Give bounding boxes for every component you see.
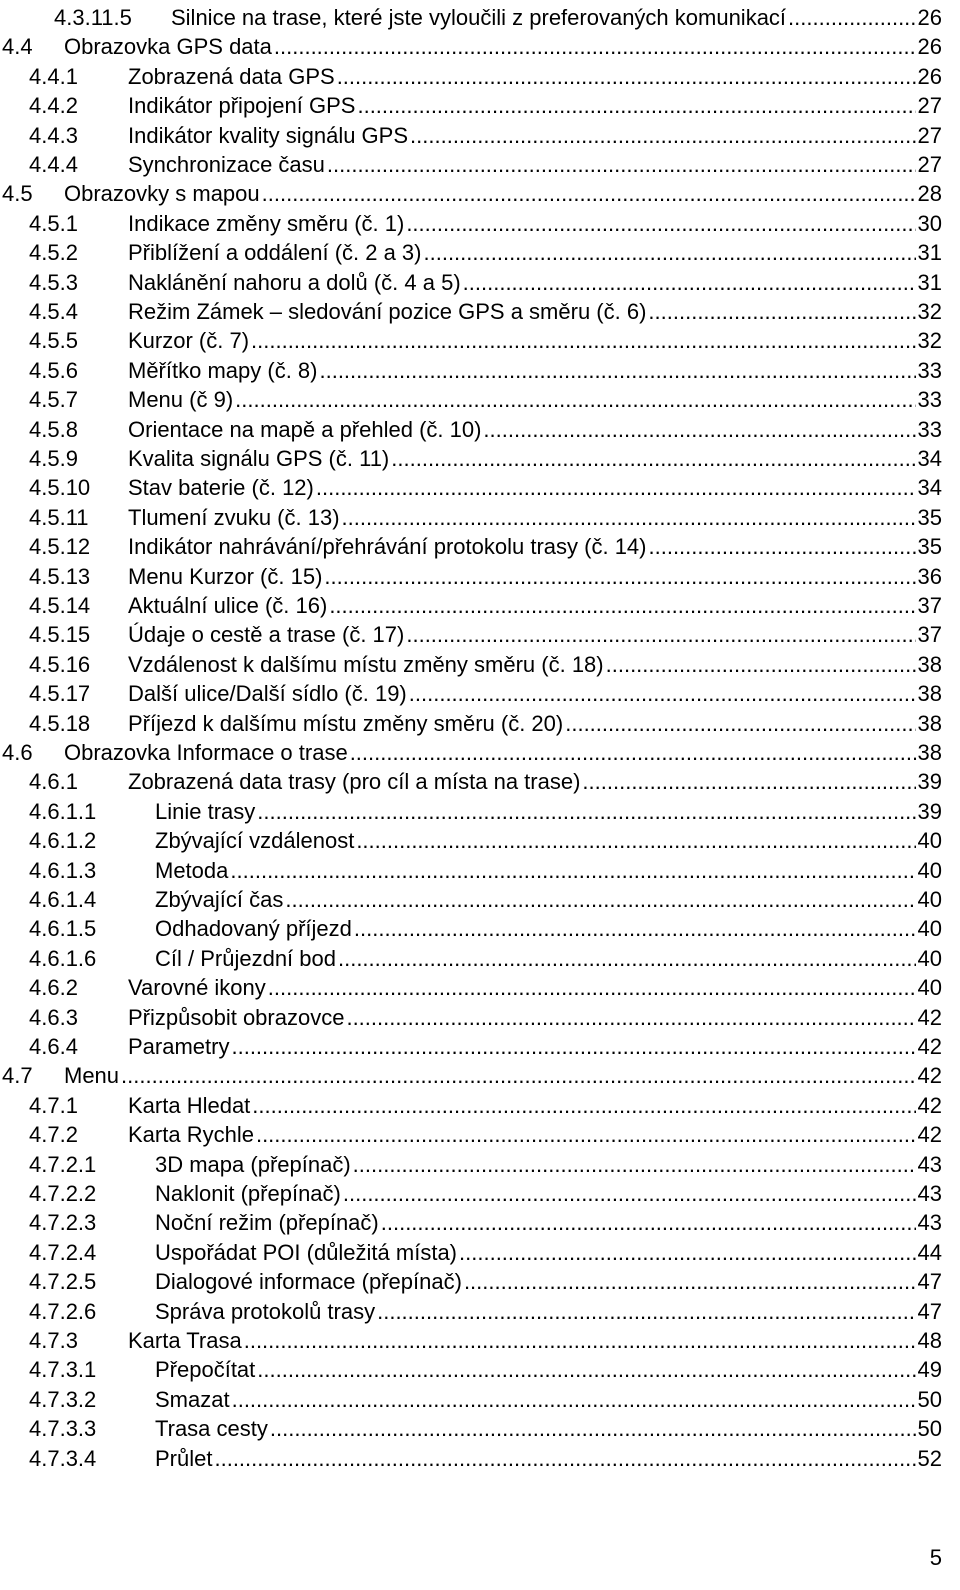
toc-entry-title: Zbývající vzdálenost	[155, 828, 355, 854]
toc-entry[interactable]	[0, 238, 960, 267]
toc-entry-number: 4.6.2	[29, 975, 78, 1001]
toc-entry-number: 4.5.9	[29, 446, 78, 471]
toc-entry[interactable]	[0, 679, 960, 708]
toc-entry-title: Dialogové informace (přepínač)	[155, 1269, 462, 1295]
toc-entry-number: 4.7.2.1	[29, 1151, 97, 1177]
toc-entry[interactable]	[0, 1003, 960, 1032]
toc-entry-number: 4.7.3	[29, 1328, 78, 1353]
toc-dot-leader	[391, 444, 915, 473]
toc-dot-leader	[424, 238, 916, 267]
toc-entry[interactable]	[0, 3, 960, 32]
toc-entry-title: Menu (č 9)	[128, 387, 234, 413]
toc-dot-leader	[338, 944, 916, 973]
toc-entry-number: 4.7.3.4	[29, 1445, 97, 1471]
toc-entry-title: Karta Hledat	[128, 1092, 251, 1118]
toc-dot-leader	[337, 62, 916, 91]
toc-entry-number: 4.5.15	[29, 622, 91, 648]
toc-entry[interactable]	[0, 1238, 960, 1267]
toc-entry-number: 4.5.12	[29, 534, 91, 560]
toc-dot-leader	[350, 738, 916, 767]
toc-entry-page: 40	[917, 887, 942, 912]
toc-entry-page: 37	[917, 622, 942, 648]
toc-entry-page: 52	[917, 1445, 942, 1471]
toc-entry[interactable]	[0, 356, 960, 385]
toc-entry-number: 4.4.1	[29, 63, 78, 89]
toc-entry-page: 43	[917, 1210, 942, 1236]
toc-entry-page: 27	[917, 93, 942, 119]
toc-entry-title: Správa protokolů trasy	[155, 1298, 376, 1324]
toc-entry-title: Indikace změny směru (č. 1)	[128, 210, 405, 236]
toc-entry[interactable]	[0, 415, 960, 444]
toc-entry[interactable]	[0, 209, 960, 238]
toc-entry[interactable]	[0, 797, 960, 826]
toc-entry-number: 4.6.1.3	[29, 857, 97, 883]
toc-entry-title: Obrazovka Informace o trase	[64, 740, 348, 765]
toc-dot-leader	[406, 620, 915, 649]
toc-entry-title: Další ulice/Další sídlo (č. 19)	[128, 681, 407, 707]
toc-entry-number: 4.5.13	[29, 563, 91, 589]
toc-entry[interactable]	[0, 1414, 960, 1443]
toc-entry-page: 40	[917, 857, 942, 883]
toc-entry-page: 40	[917, 945, 942, 971]
toc-entry-title: Indikátor připojení GPS	[128, 93, 356, 119]
toc-entry-title: 3D mapa (přepínač)	[155, 1151, 351, 1177]
toc-entry-page: 40	[917, 975, 942, 1001]
toc-entry-number: 4.6.1	[29, 769, 78, 795]
toc-dot-leader	[214, 1444, 915, 1473]
toc-entry[interactable]	[0, 738, 960, 767]
toc-entry-page: 27	[917, 122, 942, 148]
toc-dot-leader	[319, 356, 915, 385]
toc-entry-title: Obrazovky s mapou	[64, 181, 260, 207]
toc-entry[interactable]	[0, 1179, 960, 1208]
toc-dot-leader	[256, 1120, 916, 1149]
toc-entry[interactable]	[0, 914, 960, 943]
toc-dot-leader	[262, 179, 916, 208]
toc-dot-leader	[377, 1297, 915, 1326]
toc-entry-title: Smazat	[155, 1386, 230, 1412]
toc-entry-number: 4.5.4	[29, 299, 78, 324]
toc-entry-title: Linie trasy	[155, 798, 256, 824]
toc-entry[interactable]	[0, 150, 960, 179]
toc-entry-page: 43	[917, 1151, 942, 1177]
toc-entry-number: 4.5.10	[29, 475, 91, 501]
toc-entry-page: 47	[917, 1298, 942, 1324]
toc-entry-number: 4.5.2	[29, 240, 78, 266]
toc-entry-title: Naklonit (přepínač)	[155, 1181, 341, 1206]
toc-entry-title: Indikátor kvality signálu GPS	[128, 122, 409, 148]
toc-entry-title: Měřítko mapy (č. 8)	[128, 357, 318, 383]
toc-entry-page: 33	[917, 416, 942, 442]
toc-entry[interactable]	[0, 268, 960, 297]
toc-dot-leader	[648, 297, 915, 326]
toc-entry-number: 4.4.4	[29, 152, 78, 177]
toc-entry-page: 27	[917, 152, 942, 177]
toc-entry-page: 39	[917, 769, 942, 795]
toc-entry[interactable]	[0, 503, 960, 532]
toc-entry[interactable]	[0, 1061, 960, 1090]
toc-entry-page: 35	[917, 534, 942, 560]
toc-entry-number: 4.6.4	[29, 1034, 78, 1059]
toc-entry-page: 40	[917, 828, 942, 854]
toc-entry-page: 26	[917, 63, 942, 89]
toc-dot-leader	[409, 679, 916, 708]
toc-entry-page: 26	[917, 34, 942, 60]
toc-entry-number: 4.7.2.4	[29, 1239, 97, 1265]
toc-entry-number: 4.4.3	[29, 122, 78, 148]
toc-entry-page: 37	[917, 593, 942, 618]
toc-dot-leader	[483, 415, 915, 444]
toc-entry-number: 4.7	[2, 1063, 33, 1089]
toc-entry-number: 4.5.6	[29, 357, 78, 383]
toc-entry-page: 31	[917, 240, 942, 266]
toc-entry-title: Orientace na mapě a přehled (č. 10)	[128, 416, 482, 442]
toc-entry-title: Parametry	[128, 1034, 230, 1059]
toc-dot-leader	[244, 1326, 916, 1355]
toc-entry-title: Indikátor nahrávání/přehrávání protokolu trasy (č. 14)	[128, 534, 647, 560]
toc-dot-leader	[356, 826, 915, 855]
toc-entry-number: 4.5.5	[29, 328, 78, 354]
toc-dot-leader	[342, 503, 916, 532]
toc-entry[interactable]	[0, 444, 960, 473]
toc-entry-title: Průlet	[155, 1445, 213, 1471]
toc-entry-title: Příjezd k dalšímu místu změny směru (č. 20)	[128, 710, 564, 736]
toc-dot-leader	[268, 973, 916, 1002]
toc-entry[interactable]	[0, 473, 960, 502]
toc-dot-leader	[565, 709, 915, 738]
toc-entry-number: 4.7.3.3	[29, 1416, 97, 1442]
toc-entry-title: Obrazovka GPS data	[64, 34, 272, 60]
toc-entry-page: 42	[917, 1122, 942, 1148]
toc-dot-leader	[463, 268, 916, 297]
toc-entry-number: 4.6.1.4	[29, 887, 97, 912]
toc-dot-leader	[357, 91, 915, 120]
toc-entry-number: 4.6.1.5	[29, 916, 97, 942]
toc-entry-page: 42	[917, 1092, 942, 1118]
toc-dot-leader	[464, 1267, 916, 1296]
toc-entry[interactable]	[0, 562, 960, 591]
toc-entry-page: 32	[917, 299, 942, 324]
toc-entry-number: 4.5.8	[29, 416, 78, 442]
toc-entry-title: Režim Zámek – sledování pozice GPS a směru (č. 6)	[128, 299, 647, 324]
toc-entry-page: 32	[917, 328, 942, 354]
toc-dot-leader	[582, 767, 915, 796]
toc-entry-title: Přepočítat	[155, 1357, 256, 1383]
toc-dot-leader	[606, 650, 916, 679]
toc-entry-number: 4.5.7	[29, 387, 78, 413]
toc-dot-leader	[329, 591, 915, 620]
toc-entry[interactable]	[0, 650, 960, 679]
toc-entry-number: 4.6.1.1	[29, 798, 97, 824]
toc-entry-number: 4.4	[2, 34, 33, 60]
toc-entry[interactable]	[0, 32, 960, 61]
toc-entry[interactable]	[0, 826, 960, 855]
toc-entry[interactable]	[0, 1150, 960, 1179]
toc-entry[interactable]	[0, 1297, 960, 1326]
toc-dot-leader	[406, 209, 915, 238]
toc-dot-leader	[649, 532, 916, 561]
toc-dot-leader	[353, 1150, 916, 1179]
toc-entry-number: 4.3.11.5	[54, 5, 132, 30]
toc-entry-title: Vzdálenost k dalšímu místu změny směru (č. 18)	[128, 651, 604, 677]
toc-entry-page: 38	[917, 740, 942, 765]
toc-entry[interactable]	[0, 973, 960, 1002]
toc-dot-leader	[327, 150, 916, 179]
toc-entry[interactable]	[0, 121, 960, 150]
toc-entry-page: 30	[917, 210, 942, 236]
toc-entry-number: 4.5.3	[29, 269, 78, 295]
toc-entry-page: 42	[917, 1004, 942, 1030]
toc-entry-page: 38	[917, 710, 942, 736]
toc-entry[interactable]	[0, 1091, 960, 1120]
toc-dot-leader	[354, 914, 916, 943]
toc-entry[interactable]	[0, 1385, 960, 1414]
toc-dot-leader	[459, 1238, 916, 1267]
toc-entry[interactable]	[0, 885, 960, 914]
toc-dot-leader	[324, 562, 915, 591]
toc-entry-number: 4.7.2.3	[29, 1210, 97, 1236]
toc-entry[interactable]	[0, 591, 960, 620]
toc-entry-title: Zobrazená data trasy (pro cíl a místa na trase)	[128, 769, 581, 795]
toc-dot-leader	[410, 121, 915, 150]
toc-dot-leader	[230, 856, 915, 885]
toc-entry-page: 33	[917, 357, 942, 383]
toc-entry-title: Noční režim (přepínač)	[155, 1210, 379, 1236]
toc-entry-title: Tlumení zvuku (č. 13)	[128, 504, 340, 530]
toc-entry-number: 4.5.11	[29, 504, 89, 530]
toc-entry-title: Silnice na trase, které jste vyloučili z preferovaných komunikací	[171, 5, 787, 30]
toc-entry-page: 48	[917, 1328, 942, 1353]
toc-entry-title: Přizpůsobit obrazovce	[128, 1004, 345, 1030]
toc-dot-leader	[788, 3, 915, 32]
toc-entry[interactable]	[0, 91, 960, 120]
toc-dot-leader	[343, 1179, 916, 1208]
page-number: 5	[929, 1545, 942, 1570]
toc-entry-title: Stav baterie (č. 12)	[128, 475, 314, 501]
toc-entry[interactable]	[0, 1267, 960, 1296]
toc-entry-page: 36	[917, 563, 942, 589]
toc-entry[interactable]	[0, 532, 960, 561]
toc-entry-page: 39	[917, 798, 942, 824]
toc-entry-title: Zobrazená data GPS	[128, 63, 335, 89]
toc-entry-number: 4.7.2.5	[29, 1269, 97, 1295]
toc-entry[interactable]	[0, 326, 960, 355]
toc-entry-title: Karta Trasa	[128, 1328, 242, 1353]
toc-entry-page: 28	[917, 181, 942, 207]
toc-entry-number: 4.7.3.1	[29, 1357, 97, 1383]
toc-dot-leader	[257, 797, 915, 826]
toc-entry-number: 4.6.3	[29, 1004, 78, 1030]
toc-entry[interactable]	[0, 1444, 960, 1473]
toc-entry-page: 42	[917, 1063, 942, 1089]
toc-entry[interactable]	[0, 1326, 960, 1355]
toc-entry-page: 50	[917, 1416, 942, 1442]
toc-entry-title: Kurzor (č. 7)	[128, 328, 250, 354]
toc-entry-title: Metoda	[155, 857, 229, 883]
toc-dot-leader	[316, 473, 916, 502]
toc-entry-title: Karta Rychle	[128, 1122, 254, 1148]
toc-entry-page: 49	[917, 1357, 942, 1383]
toc-entry-page: 43	[917, 1181, 942, 1206]
toc-entry-number: 4.7.2.2	[29, 1181, 97, 1206]
toc-entry[interactable]	[0, 1032, 960, 1061]
toc-entry-title: Naklánění nahoru a dolů (č. 4 a 5)	[128, 269, 461, 295]
toc-entry-title: Přiblížení a oddálení (č. 2 a 3)	[128, 240, 422, 266]
toc-entry-number: 4.6.1.6	[29, 945, 97, 971]
toc-entry-title: Trasa cesty	[155, 1416, 268, 1442]
toc-dot-leader	[231, 1032, 915, 1061]
toc-dot-leader	[270, 1414, 916, 1443]
toc-entry-title: Cíl / Průjezdní bod	[155, 945, 336, 971]
toc-entry-page: 26	[917, 5, 942, 30]
toc-entry[interactable]	[0, 856, 960, 885]
toc-entry-number: 4.5.17	[29, 681, 91, 707]
toc-entry-title: Zbývající čas	[155, 887, 284, 912]
toc-entry-number: 4.6.1.2	[29, 828, 97, 854]
toc-entry-page: 31	[917, 269, 942, 295]
toc-entry-title: Odhadovaný příjezd	[155, 916, 352, 942]
toc-dot-leader	[252, 1091, 915, 1120]
toc-entry-number: 4.7.2.6	[29, 1298, 97, 1324]
toc-entry[interactable]	[0, 1120, 960, 1149]
toc-dot-leader	[285, 885, 915, 914]
toc-entry-number: 4.7.3.2	[29, 1386, 97, 1412]
toc-entry[interactable]	[0, 62, 960, 91]
toc-entry[interactable]	[0, 709, 960, 738]
toc-entry[interactable]	[0, 620, 960, 649]
toc-entry[interactable]	[0, 944, 960, 973]
toc-entry-number: 4.7.2	[29, 1122, 78, 1148]
toc-entry-number: 4.5	[2, 181, 33, 207]
toc-dot-leader	[257, 1355, 915, 1384]
toc-entry-title: Varovné ikony	[128, 975, 266, 1001]
toc-entry-page: 34	[917, 446, 942, 471]
toc-dot-leader	[235, 385, 915, 414]
toc-entry-page: 50	[917, 1386, 942, 1412]
toc-entry-page: 38	[917, 681, 942, 707]
toc-dot-leader	[274, 32, 916, 61]
toc-entry[interactable]	[0, 385, 960, 414]
toc-entry-number: 4.4.2	[29, 93, 78, 119]
toc-entry-page: 34	[917, 475, 942, 501]
toc-entry-page: 38	[917, 651, 942, 677]
toc-entry[interactable]	[0, 767, 960, 796]
toc-entry-title: Synchronizace času	[128, 152, 325, 177]
toc-entry-title: Menu	[64, 1063, 120, 1089]
toc-dot-leader	[381, 1208, 916, 1237]
toc-entry[interactable]	[0, 1355, 960, 1384]
toc-entry-number: 4.5.16	[29, 651, 91, 677]
toc-dot-leader	[346, 1003, 915, 1032]
toc-entry-number: 4.5.18	[29, 710, 91, 736]
toc-entry[interactable]	[0, 179, 960, 208]
toc-entry-title: Menu Kurzor (č. 15)	[128, 563, 323, 589]
toc-entry-page: 47	[917, 1269, 942, 1295]
toc-entry-page: 44	[917, 1239, 942, 1265]
toc-entry-title: Uspořádat POI (důležitá místa)	[155, 1239, 458, 1265]
toc-entry-title: Aktuální ulice (č. 16)	[128, 593, 328, 618]
toc-entry[interactable]	[0, 297, 960, 326]
toc-entry-page: 35	[917, 504, 942, 530]
toc-entry-number: 4.5.14	[29, 593, 91, 618]
toc-dot-leader	[251, 326, 915, 355]
toc-entry-page: 33	[917, 387, 942, 413]
toc-entry-title: Kvalita signálu GPS (č. 11)	[128, 446, 390, 471]
toc-entry[interactable]	[0, 1208, 960, 1237]
toc-dot-leader	[232, 1385, 916, 1414]
toc-entry-page: 40	[917, 916, 942, 942]
toc-entry-title: Údaje o cestě a trase (č. 17)	[128, 622, 405, 648]
toc-entry-number: 4.7.1	[29, 1092, 78, 1118]
toc-dot-leader	[121, 1061, 915, 1090]
toc-entry-number: 4.5.1	[29, 210, 78, 236]
toc-entry-number: 4.6	[2, 740, 33, 765]
toc-entry-page: 42	[917, 1034, 942, 1059]
